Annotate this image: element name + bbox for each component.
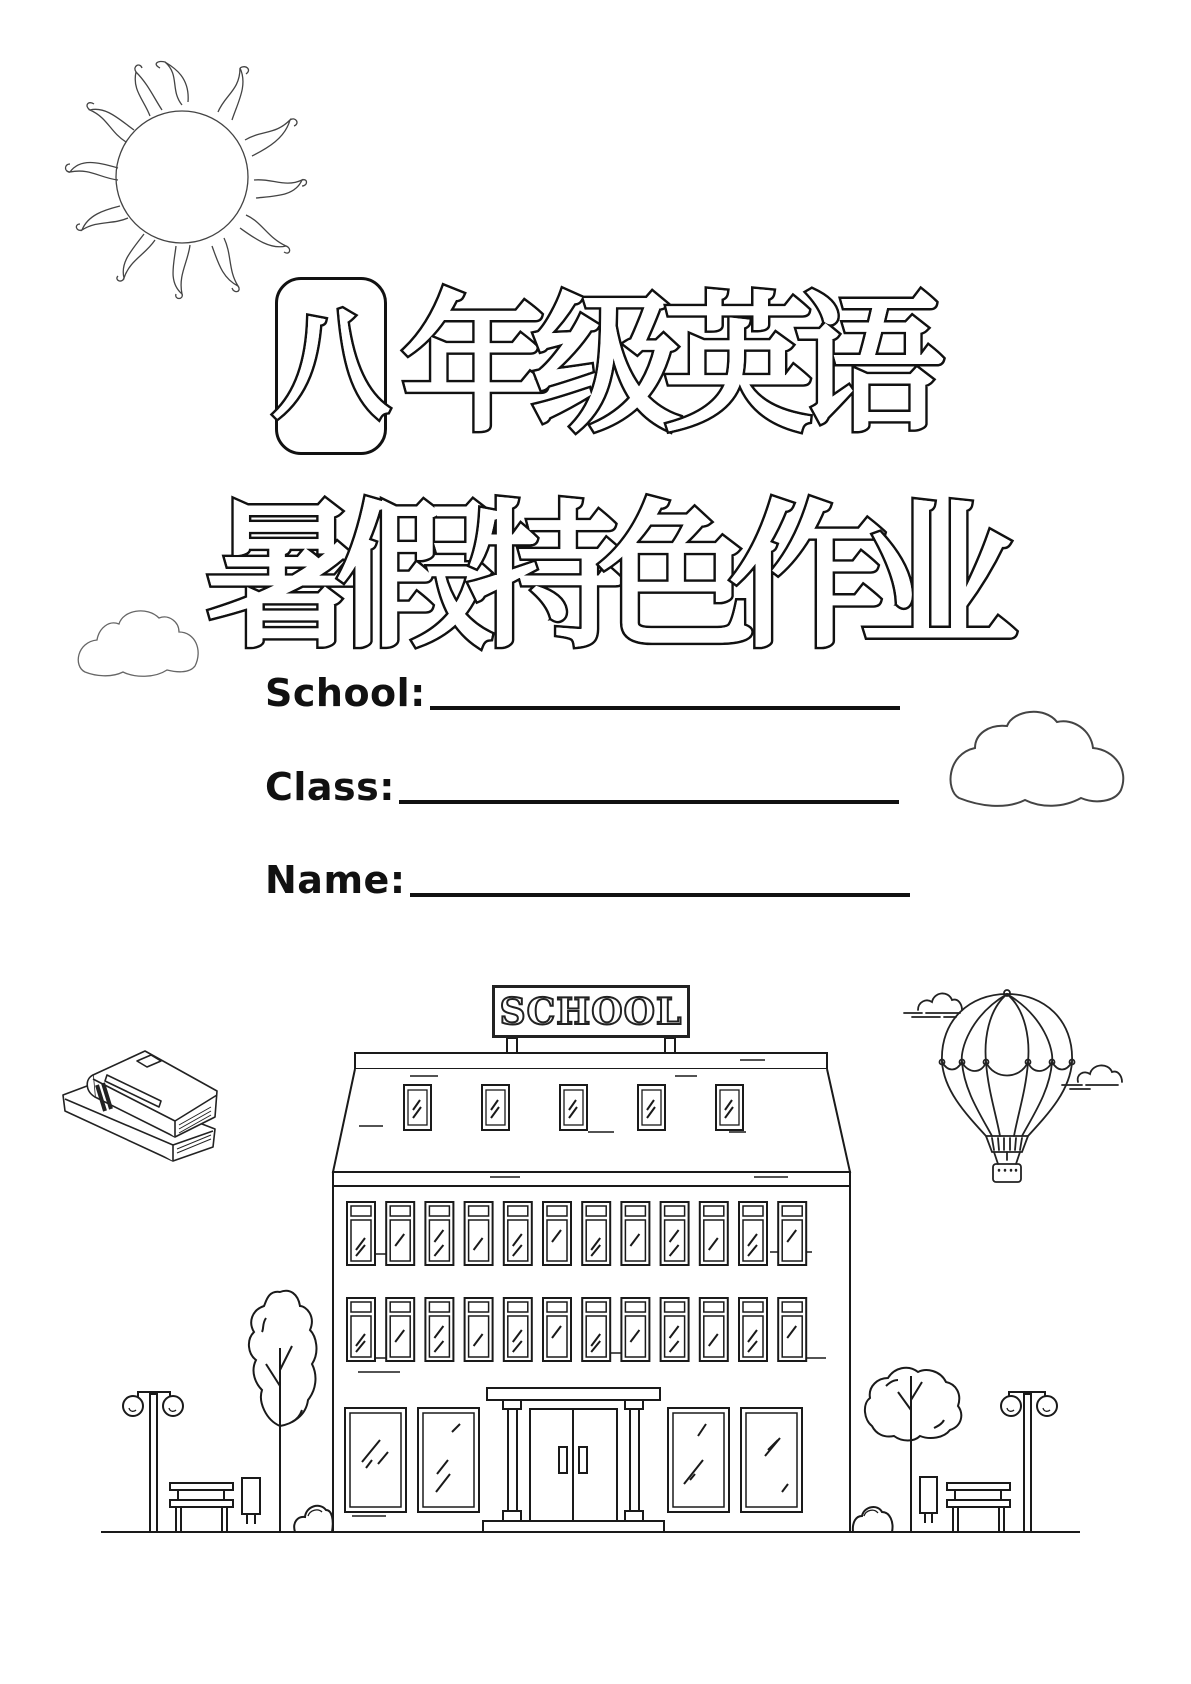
title-char: 英	[663, 278, 814, 453]
grade-char: 八	[272, 296, 391, 435]
school-blank-line[interactable]	[430, 706, 900, 710]
cloud-icon	[945, 706, 1130, 811]
title-char: 语	[794, 278, 945, 453]
school-sign: SCHOOL	[492, 985, 690, 1038]
class-label: Class:	[265, 765, 395, 809]
grade-badge	[272, 277, 391, 455]
right-scenery	[853, 1368, 1057, 1532]
title-char: 业	[860, 486, 1018, 670]
title-line-1	[272, 268, 945, 463]
name-field	[265, 858, 910, 902]
school-label: School:	[265, 671, 426, 715]
class-blank-line[interactable]	[399, 800, 899, 804]
school-field	[265, 671, 900, 715]
left-scenery	[123, 1291, 333, 1532]
school-building-illustration	[0, 980, 1191, 1580]
title-char: 年	[401, 278, 552, 453]
title-char: 特	[467, 486, 625, 670]
title-char: 级	[532, 278, 683, 453]
title-char: 色	[598, 486, 756, 670]
name-blank-line[interactable]	[410, 893, 910, 897]
cloud-icon	[75, 606, 205, 681]
name-label: Name:	[265, 858, 406, 902]
title-char: 假	[336, 486, 494, 670]
title-char: 暑	[205, 486, 363, 670]
class-field	[265, 765, 899, 809]
title-char: 作	[729, 486, 887, 670]
title-line-2	[205, 478, 1018, 678]
sun-disc-icon	[116, 111, 248, 243]
